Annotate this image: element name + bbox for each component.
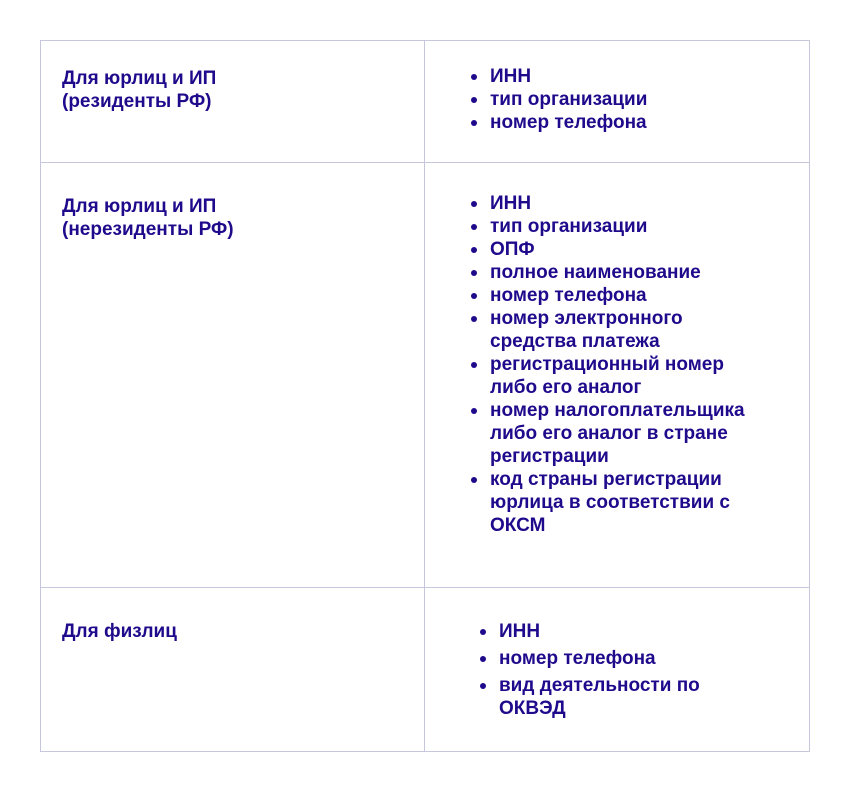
list-item: полное наименование — [470, 261, 760, 284]
row-label-line: Для физлиц — [62, 621, 177, 642]
list-item: тип организации — [470, 88, 770, 111]
row-label-line: Для юрлиц и ИП — [62, 196, 217, 217]
residents-requirements-list — [470, 65, 770, 134]
individuals-requirements-list — [479, 620, 739, 724]
row-label-line: (резиденты РФ) — [62, 91, 212, 112]
row-divider — [41, 587, 809, 588]
list-item: ИНН — [479, 620, 739, 643]
list-item: номер налогоплательщика либо его аналог в стране регистрации — [470, 399, 760, 468]
nonresidents-requirements-list — [470, 192, 760, 537]
row-label-line: Для юрлиц и ИП — [62, 68, 217, 89]
list-item: код страны регистрации юрлица в соответствии с ОКСМ — [470, 468, 760, 537]
row-label-residents — [62, 67, 402, 113]
list-item: ИНН — [470, 192, 760, 215]
list-item: ИНН — [470, 65, 770, 88]
list-item: номер электронного средства платежа — [470, 307, 760, 353]
row-label-line: (нерезиденты РФ) — [62, 219, 234, 240]
list-item: тип организации — [470, 215, 760, 238]
row-divider — [41, 162, 809, 163]
row-label-nonresidents — [62, 195, 402, 241]
list-item: номер телефона — [470, 111, 770, 134]
list-item: регистрационный номер либо его аналог — [470, 353, 760, 399]
row-label-individuals — [62, 620, 402, 643]
list-item: номер телефона — [479, 647, 739, 670]
list-item: вид деятельности по ОКВЭД — [479, 674, 739, 720]
requirements-table — [40, 40, 810, 752]
list-item: номер телефона — [470, 284, 760, 307]
column-divider — [424, 41, 425, 751]
list-item: ОПФ — [470, 238, 760, 261]
